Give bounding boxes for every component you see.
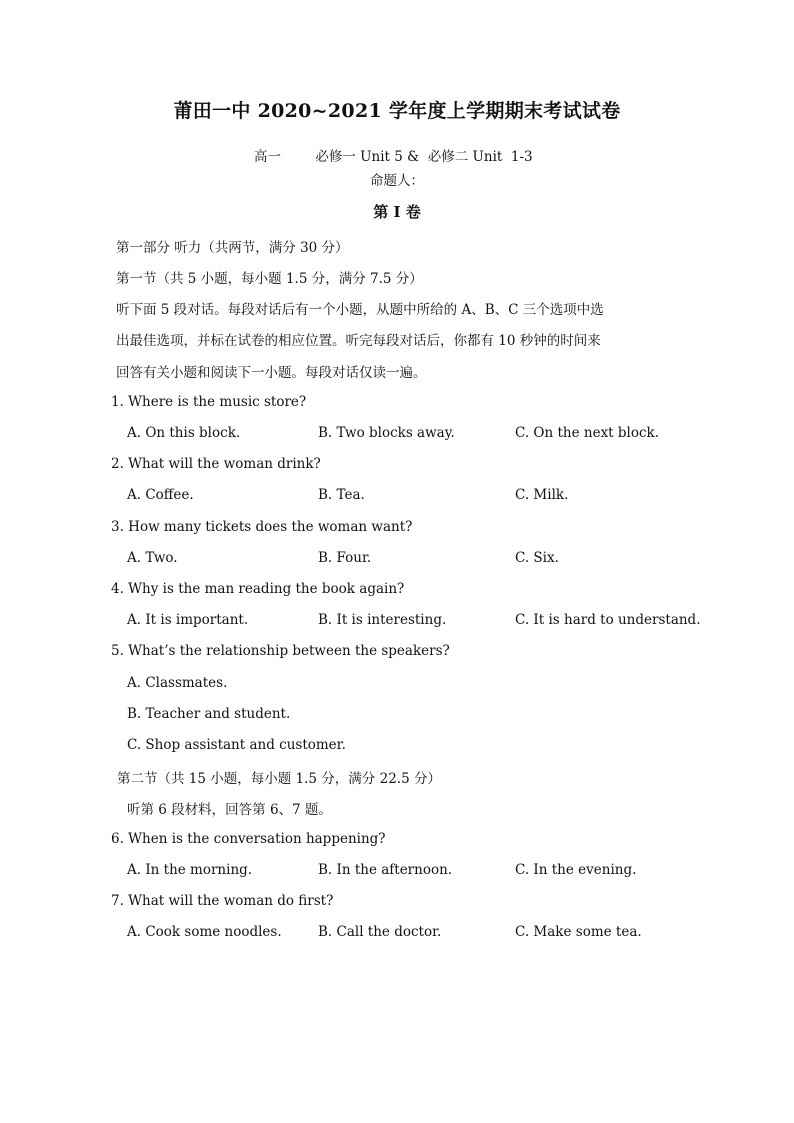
instruction-line: 回答有关小题和阅读下一小题。每段对话仅读一遍。 (116, 365, 427, 381)
exam-title: 莆田一中 2020~2021 学年度上学期期末考试试卷 (173, 100, 621, 122)
option-b: B. Two blocks away. (318, 425, 455, 441)
option-c: C. On the next block. (515, 425, 660, 441)
option-a: A. In the morning. (127, 862, 253, 878)
option-b: B. It is interesting. (318, 612, 447, 628)
option-b: B. Teacher and student. (127, 706, 291, 722)
option-a: A. On this block. (127, 425, 241, 441)
option-a: A. Coffee. (127, 487, 194, 503)
option-a: A. It is important. (127, 612, 249, 628)
material-note: 听第 6 段材料，回答第 6、7 题。 (127, 802, 332, 818)
question-stem: 6. When is the conversation happening? (111, 831, 386, 847)
option-c: C. Make some tea. (515, 924, 642, 940)
option-a: A. Cook some noodles. (127, 924, 282, 940)
section1-heading: 第一节（共 5 小题，每小题 1.5 分，满分 7.5 分） (116, 271, 423, 287)
option-a: A. Classmates. (127, 675, 228, 691)
volume-heading: 第 I 卷 (373, 203, 421, 221)
question-stem: 4. Why is the man reading the book again? (111, 581, 405, 597)
question-stem: 7. What will the woman do first? (111, 893, 334, 909)
section2-heading: 第二节（共 15 小题，每小题 1.5 分，满分 22.5 分） (117, 771, 441, 787)
option-c: C. Milk. (515, 487, 569, 503)
exam-subtitle: 高一 必修一 Unit 5 & 必修二 Unit 1-3 (254, 149, 533, 165)
question-stem: 5. What’s the relationship between the speakers? (111, 643, 450, 659)
option-b: B. Four. (318, 550, 372, 566)
question-stem: 2. What will the woman drink? (111, 456, 321, 472)
question-stem: 3. How many tickets does the woman want? (111, 519, 413, 535)
option-c: C. It is hard to understand. (515, 612, 701, 628)
question-stem: 1. Where is the music store? (111, 394, 307, 410)
instruction-line: 听下面 5 段对话。每段对话后有一个小题，从题中所给的 A、B、C 三个选项中选 (116, 302, 604, 318)
author-line: 命题人： (370, 173, 424, 189)
instruction-line: 出最佳选项，并标在试卷的相应位置。听完每段对话后，你都有 10 秒钟的时间来 (116, 333, 601, 349)
option-a: A. Two. (127, 550, 178, 566)
option-c: C. In the evening. (515, 862, 637, 878)
option-b: B. In the afternoon. (318, 862, 453, 878)
option-b: B. Call the doctor. (318, 924, 442, 940)
option-c: C. Six. (515, 550, 559, 566)
option-b: B. Tea. (318, 487, 365, 503)
part1-heading: 第一部分 听力（共两节，满分 30 分） (116, 240, 349, 256)
option-c: C. Shop assistant and customer. (127, 737, 346, 753)
